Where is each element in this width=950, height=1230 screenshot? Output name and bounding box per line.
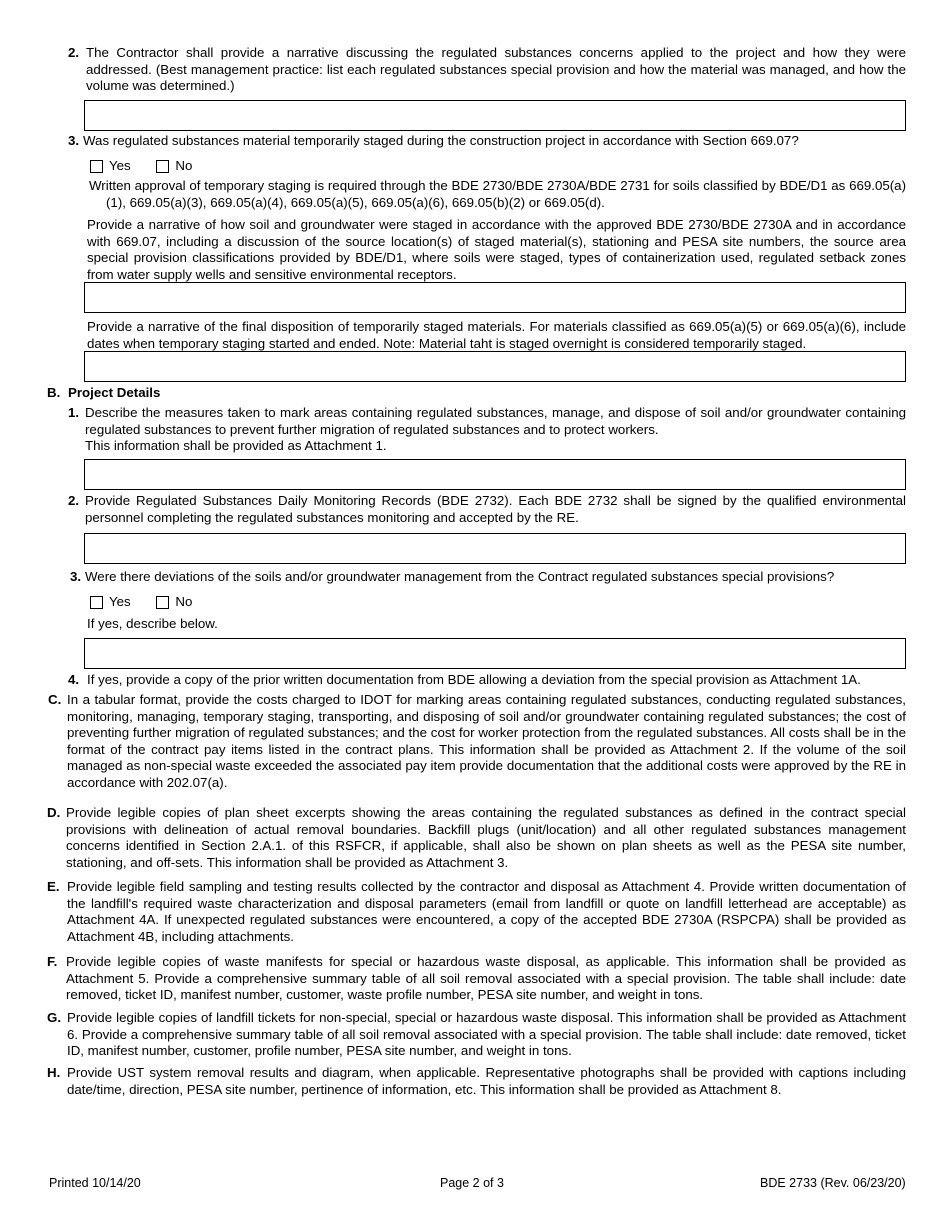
item-number: 2. <box>68 493 80 508</box>
section-title: Project Details <box>68 385 161 400</box>
item-number: 2. <box>68 45 80 60</box>
section-letter: F. <box>47 954 58 969</box>
section-letter: E. <box>47 879 60 894</box>
item-number: 4. <box>68 672 80 687</box>
no-checkbox[interactable] <box>156 160 169 173</box>
section-text: Provide UST system removal results and diagram, when applicable. Representative photographs shall be provided with captions including date/time, direction, PESA site number, pertinence of information, etc. This information shall be provided as Attachment 8. <box>67 1065 906 1097</box>
instruction-text: Describe the measures taken to mark areas containing regulated substances, manage, and dispose of soil and/or groundwater containing regulated substances to prevent further migration of regulated substances and to protect workers. <box>85 405 906 437</box>
approval-note-text: Written approval of temporary staging is required through the BDE 2730/BDE 2730A/BDE 2731 for soils classified by BDE/D1 as 669.05(a)(1), 669.05(a)(3), 669.05(a)(4), 669.05(a)(5), 669.05(a)(6), 669.05(b)(2) or 669.05(d). <box>89 178 906 210</box>
section-letter: C. <box>48 692 62 707</box>
form-number: BDE 2733 (Rev. 06/23/20) <box>760 1176 906 1190</box>
disposition-instruction: Provide a narrative of the final disposition of temporarily staged materials. For materials classified as 669.05(a)(5) or 669.05(a)(6), include dates when temporary staging started and ended. Note: Material taht is staged overnight is considered temporarily staged. <box>87 319 906 351</box>
section-text: Provide legible copies of waste manifests for special or hazardous waste disposal, as applicable. This information shall be provided as Attachment 5. Provide a comprehensive summary table of all soil removal associated with a special provision. The table shall include: date removed, ticket ID, manifest number, customer, waste profile number, PESA site number, and weight in tons. <box>66 954 906 1002</box>
section-letter: B. <box>47 385 61 400</box>
approval-note <box>89 178 906 211</box>
question-text: Were there deviations of the soils and/or groundwater management from the Contract regulated substances special provisions? <box>85 569 835 584</box>
staging-options <box>90 158 192 177</box>
deviation-textbox[interactable] <box>84 638 906 669</box>
measures-textbox[interactable] <box>84 459 906 490</box>
item-number: 3. <box>70 569 82 584</box>
no-checkbox[interactable] <box>156 596 169 609</box>
instruction-text: If yes, provide a copy of the prior written documentation from BDE allowing a deviation from the special provision as Attachment 1A. <box>87 672 861 687</box>
section-letter: D. <box>47 805 61 820</box>
yes-option[interactable]: Yes <box>90 594 131 611</box>
printed-date: Printed 10/14/20 <box>49 1176 141 1190</box>
item-number: 3. <box>68 133 80 148</box>
deviation-options <box>90 594 192 613</box>
attachment-note: This information shall be provided as Attachment 1. <box>85 438 387 453</box>
yes-checkbox[interactable] <box>90 596 103 609</box>
yes-checkbox[interactable] <box>90 160 103 173</box>
section-text: Provide legible field sampling and testing results collected by the contractor and disposal as Attachment 4. Provide written documentation of the landfill's required waste characterization and disposal parameters (email from landfill or quote on landfill letterhead are acceptable) as Attachment 4A. If unexpected regulated substances were encountered, a copy of the accepted BDE 2730A (RSPCPA) shall be provided as Attachment 4B, including attachments. <box>67 879 906 944</box>
monitoring-textbox[interactable] <box>84 533 906 564</box>
if-yes-note: If yes, describe below. <box>87 616 218 631</box>
narrative-textbox[interactable] <box>84 100 906 131</box>
item-body <box>85 405 906 455</box>
no-option[interactable]: No <box>156 158 192 175</box>
section-text: In a tabular format, provide the costs charged to IDOT for marking areas containing regulated substances, conducting regulated substances, monitoring, managing, temporary staging, transporting, and disposing of soil and/or groundwater containing regulated substances; the cost of preventing further migration of regulated substances; and the cost for worker protection from the regulated substances. All costs shall be in the format of the contract pay items listed in the contract plans. This information shall be provided as Attachment 2. If the volume of the soil managed as non-special waste exceeded the associated pay item provide documentation that the additional costs were approved by the RE in accordance with 202.07(a). <box>67 692 906 790</box>
section-text: Provide legible copies of landfill tickets for non-special, special or hazardous waste disposal. This information shall be provided as Attachment 6. Provide a comprehensive summary table of all soil removal associated with a special provision. The table shall include: date removed, ticket ID, manifest number, customer, profile number, PESA site number, and weight in tons. <box>67 1010 906 1058</box>
no-option[interactable]: No <box>156 594 192 611</box>
item-number: 1. <box>68 405 80 420</box>
section-text: Provide legible copies of plan sheet excerpts showing the areas containing the regulated substances as defined in the contract special provisions with delineation of actual removal boundaries. Backfill plugs (unit/location) and all other regulated substances management concerns identified in Section 2.A.1. of this RSFCR, if applicable, shall also be shown on plan sheets as well as the PESA site number, stationing, and off-sets. This information shall be provided as Attachment 3. <box>66 805 906 870</box>
disposition-textbox[interactable] <box>84 351 906 382</box>
staging-narrative-textbox[interactable] <box>84 282 906 313</box>
instruction-text: The Contractor shall provide a narrative discussing the regulated substances concerns applied to the project and how they were addressed. (Best management practice: list each regulated substances special provision and how the material was managed, and how the volume was determined.) <box>86 45 906 93</box>
question-text: Was regulated substances material temporarily staged during the construction project in accordance with Section 669.07? <box>83 133 799 148</box>
instruction-text: Provide Regulated Substances Daily Monitoring Records (BDE 2732). Each BDE 2732 shall be signed by the qualified environmental personnel completing the regulated substances monitoring and accepted by the RE. <box>85 493 906 525</box>
yes-option[interactable]: Yes <box>90 158 131 175</box>
section-letter: H. <box>47 1065 61 1080</box>
section-letter: G. <box>47 1010 62 1025</box>
staging-narrative-instruction: Provide a narrative of how soil and groundwater were staged in accordance with the approved BDE 2730/BDE 2730A and in accordance with 669.07, including a discussion of the source location(s) of staged material(s), stationing and PESA site numbers, the source area special provision classifications provided by BDE/D1, where soils were staged, types of containerization used, regulated setback zones from water supply wells and sensitive environmental receptors. <box>87 217 906 282</box>
page-number: Page 2 of 3 <box>440 1176 504 1190</box>
